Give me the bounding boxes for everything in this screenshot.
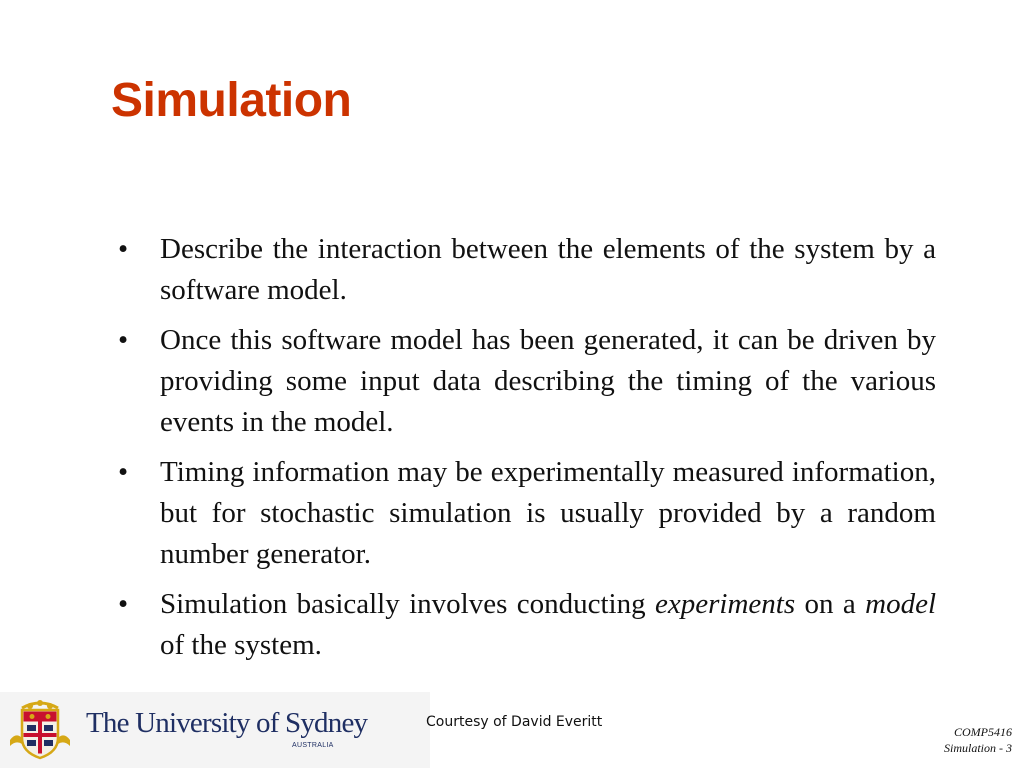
bullet-dot-icon: • — [118, 588, 129, 620]
bullet-dot-icon: • — [118, 233, 129, 265]
university-name: The University of Sydney — [86, 707, 368, 739]
slide-title: Simulation — [111, 74, 352, 127]
bullet-item — [118, 320, 936, 443]
bullet-item — [118, 452, 936, 575]
course-footer — [944, 724, 1012, 756]
bullet-text: Once this software model has been generated, it can be driven by providing some input data describing the timing of the various events in the model. — [160, 324, 936, 438]
university-crest-icon — [8, 700, 72, 760]
bullet-text: of the system. — [160, 629, 322, 661]
course-code: COMP5416 — [954, 725, 1012, 739]
university-country: AUSTRALIA — [292, 742, 334, 749]
university-logo — [0, 692, 430, 768]
bullet-dot-icon: • — [118, 324, 129, 356]
bullet-text: Describe the interaction between the elements of the system by a software model. — [160, 233, 936, 306]
page-label: Simulation - 3 — [944, 741, 1012, 755]
bullet-item — [118, 584, 936, 666]
bullet-dot-icon: • — [118, 456, 129, 488]
bullet-text: Timing information may be experimentally measured information, but for stochastic simulation is usually provided by a random number generator. — [160, 456, 936, 570]
courtesy-credit: Courtesy of David Everitt — [426, 714, 603, 730]
bullet-text-italic: model — [865, 588, 936, 620]
bullet-item — [118, 229, 936, 311]
bullet-list — [118, 229, 936, 675]
bullet-text: on a — [795, 588, 866, 620]
bullet-text: Simulation basically involves conducting — [160, 588, 655, 620]
bullet-text-italic: experiments — [655, 588, 796, 620]
